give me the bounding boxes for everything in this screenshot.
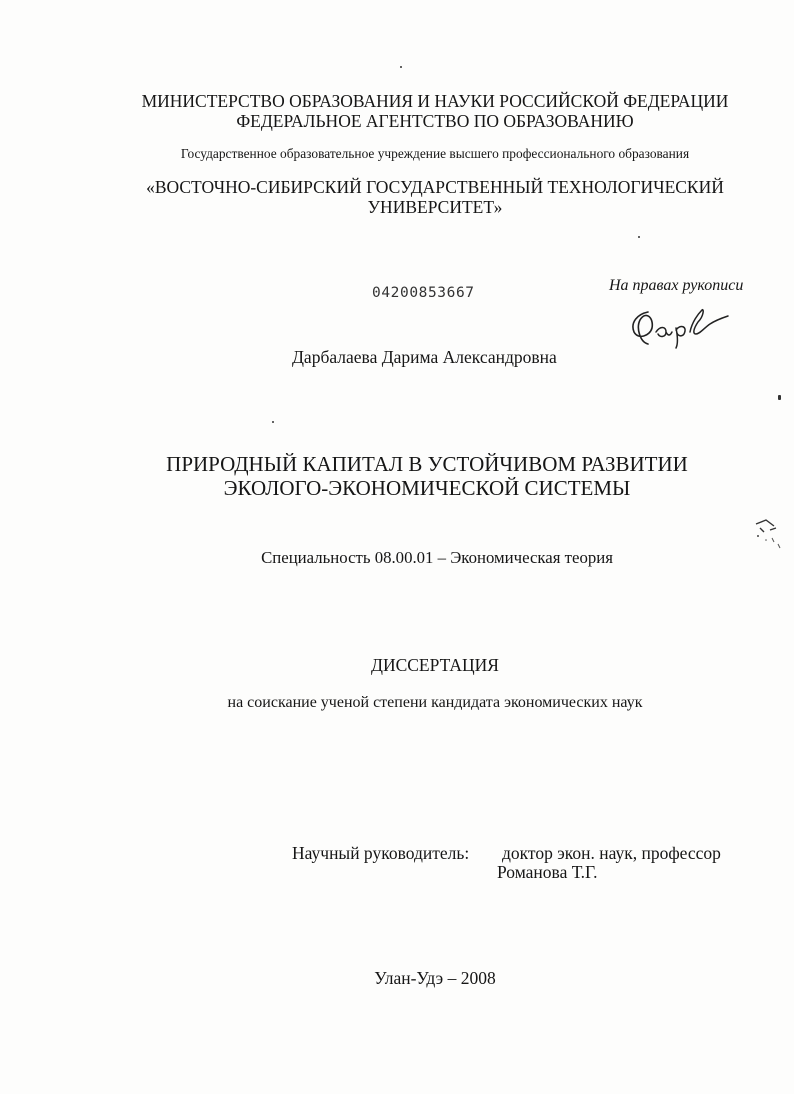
handwritten-signature — [626, 302, 730, 350]
advisor-title: доктор экон. наук, профессор — [502, 843, 721, 863]
scan-speck — [272, 421, 274, 423]
dissertation-title-line1: ПРИРОДНЫЙ КАПИТАЛ В УСТОЙЧИВОМ РАЗВИТИИ — [166, 452, 688, 476]
ministry-name: МИНИСТЕРСТВО ОБРАЗОВАНИЯ И НАУКИ РОССИЙСКОЙ ФЕДЕРАЦИИ — [141, 91, 729, 111]
agency-name: ФЕДЕРАЛЬНОЕ АГЕНТСТВО ПО ОБРАЗОВАНИЮ — [236, 111, 634, 131]
university-name-line1: «ВОСТОЧНО-СИБИРСКИЙ ГОСУДАРСТВЕННЫЙ ТЕХНОЛОГИЧЕСКИЙ — [146, 177, 724, 197]
document-number: 04200853667 — [372, 285, 475, 301]
scan-speck — [400, 66, 402, 68]
speciality: Специальность 08.00.01 – Экономическая теория — [261, 548, 613, 567]
rights-note: На правах рукописи — [609, 277, 744, 294]
institution-type: Государственное образовательное учреждение высшего профессионального образования — [180, 146, 690, 161]
advisor-name: Романова Т.Г. — [497, 862, 598, 882]
degree-statement: на соискание ученой степени кандидата экономических наук — [227, 694, 643, 711]
author-name: Дарбалаева Дарима Александровна — [292, 347, 557, 367]
scan-noise-marks — [752, 514, 786, 554]
advisor-label: Научный руководитель: — [292, 843, 470, 863]
document-type: ДИССЕРТАЦИЯ — [371, 655, 499, 675]
scan-speck — [638, 236, 640, 238]
dissertation-title-line2: ЭКОЛОГО-ЭКОНОМИЧЕСКОЙ СИСТЕМЫ — [223, 476, 631, 500]
place-and-year: Улан-Удэ – 2008 — [374, 968, 496, 988]
scan-speck — [778, 395, 781, 400]
university-name-line2: УНИВЕРСИТЕТ» — [367, 197, 503, 217]
